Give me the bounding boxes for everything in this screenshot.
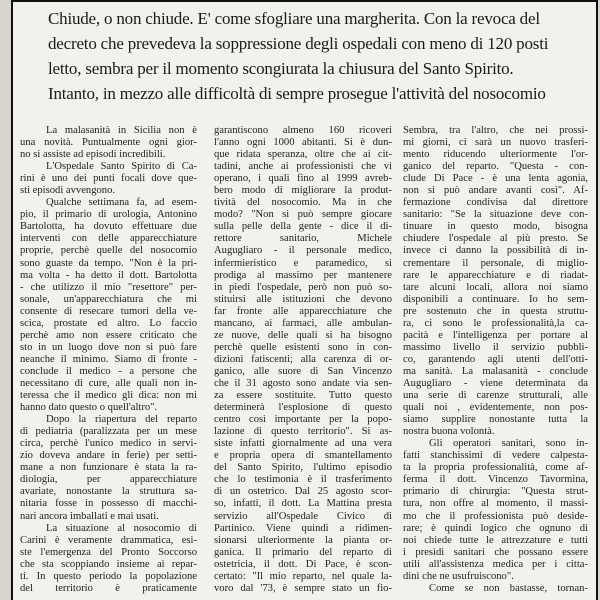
text-line: ganico del reparto. "Questa - con- — [403, 161, 588, 173]
paragraph — [214, 125, 392, 595]
text-line: certato: "Il mio reparto, nel quale la- — [214, 570, 392, 582]
text-line: rettore sanitario, Michele — [214, 233, 392, 245]
paragraph — [20, 414, 197, 522]
text-line: sulla pelle della gente - dice il di- — [214, 221, 392, 233]
text-line: sono guaste da tempo. "Non è la pri- — [20, 257, 197, 269]
text-line: pio, il primario di urologia, Antonino — [20, 209, 197, 221]
text-line: perchè amo non essere criticato che — [20, 329, 197, 341]
text-line: una novità. Puntualmente ogni gior- — [20, 137, 197, 149]
text-line: rare; è quindi logico che ognuno di — [403, 522, 588, 534]
text-line: Dopo la riapertura del reparto — [46, 414, 197, 426]
text-line: za essere sostituite. Tutto questo — [214, 390, 392, 402]
text-line: stituirsi alle istituzioni che devono — [214, 293, 392, 305]
text-line: ma sanità. La malasanità - conclude — [403, 365, 588, 377]
text-line: clude Di Pace - è una lenta agonia, — [403, 173, 588, 185]
text-line: che sta scoppiando insieme ai repar- — [20, 558, 197, 570]
text-line: l'anno ogni 1000 abitanti. Si è dun- — [214, 137, 392, 149]
paragraph — [403, 583, 588, 595]
text-line: pre sostenuto che in questa struttu- — [403, 305, 588, 317]
paragraph — [20, 197, 197, 414]
text-line: Augugliaro - viene determinata da — [403, 377, 588, 389]
text-line: no si assiste ad episodi incredibili. — [20, 149, 166, 161]
text-line: co, garantendo agli utenti dell'otti- — [403, 353, 588, 365]
text-line: del Santo Spirito, l'ultimo episodio — [214, 462, 392, 474]
text-line: ti. In questo periodo la popolazione — [20, 570, 197, 582]
text-line: ganico, alle suore di San Vincenzo — [214, 365, 392, 377]
text-line: perchè quelle esistenti sono in con- — [214, 341, 392, 353]
text-line: chiudere l'ospedale al più presto. Se — [403, 233, 588, 245]
text-line: ste l'emergenza del Pronto Soccorso — [20, 546, 197, 558]
text-line: garantiscono almeno 160 ricoveri — [214, 125, 392, 136]
text-line: invece ci danno la possibilità di in- — [403, 245, 588, 257]
text-line: Qualche settimana fa, ad esem- — [46, 197, 197, 209]
text-line: quali noi , evidentemente, non pos- — [403, 402, 588, 414]
text-line: bero modo di migliorare la produt- — [214, 185, 392, 197]
text-line: far fronte alle apparecchiature che — [214, 305, 392, 317]
text-line: mancano, ai farmaci, alle ambulan- — [214, 317, 392, 329]
text-line: infermieristico e paramedico, si — [214, 257, 392, 269]
text-line: fermazione condivisa dal direttore — [403, 197, 588, 209]
text-line: ganica. Il primario del reparto di — [214, 546, 392, 558]
headline-line: Chiude, o non chiude. E' come sfogliare una margherita. Con la revoca del — [48, 9, 540, 28]
text-line: prodiga al massimo per mantenere — [214, 269, 392, 281]
article-headline — [48, 6, 588, 106]
text-line: conclude il medico - a persone che — [20, 365, 197, 377]
text-line: Carini è veramente drammatica, esi- — [20, 534, 197, 546]
text-line: disponibili a continuare. Io ho sem- — [403, 293, 588, 305]
text-line: sti episodi avvengono. — [20, 185, 116, 197]
text-line: del territorio è praticamente — [20, 582, 197, 594]
text-line: Bartolotta, ha dovuto effettuare due — [20, 221, 197, 233]
text-line: dizioni fatiscenti; alla carenza di or- — [214, 353, 392, 365]
article-column-1 — [20, 125, 197, 595]
text-line: sanitario: "Se la situazione deve con- — [403, 209, 588, 221]
text-line: avariate, nonostante la struttura sa- — [20, 486, 197, 498]
text-line: nostra buona volontà. — [403, 426, 495, 438]
text-line: Partinico. Viene quindi a ridimen- — [214, 522, 392, 534]
text-line: Come se non bastasse, tornan- — [429, 582, 588, 594]
text-line: La malasanità in Sicilia non è — [46, 125, 197, 136]
text-line: Augugliaro - il personale medico, — [214, 245, 392, 257]
text-line: mento riducendo ulteriormente l'or- — [403, 149, 588, 161]
text-line: lazione di questo territorio". Si as- — [214, 426, 392, 438]
text-line: e propria opera di smantellamento — [214, 450, 392, 462]
text-line: ostetricia, il dott. Di Pace, è scon- — [214, 558, 392, 570]
text-line: hanno dato questo o quell'altro". — [20, 402, 158, 414]
text-line: nitaria fosse in possesso di macchi- — [20, 498, 197, 510]
text-line: mo che il professionista può deside- — [403, 510, 588, 522]
text-line: dini che ne usufruiscono". — [403, 570, 514, 582]
text-line: rini è uno dei punti focali dove que- — [20, 173, 197, 185]
text-line: Gli operatori sanitari, sono in- — [429, 438, 588, 450]
paragraph — [20, 161, 197, 197]
text-line: nari ancora imballati e mai usati. — [20, 510, 159, 522]
text-line: ra, ci sono le professionalità,la ca- — [403, 317, 588, 329]
text-line: ferma il dott. Vincenzo Tavormina, — [403, 474, 588, 486]
paragraph — [20, 125, 197, 161]
text-line: rare le apparecchiature e di riadat- — [403, 269, 588, 281]
text-line: diologia, per apparecchiature — [20, 474, 197, 486]
text-line: fatti stanchissimi di vedere calpesta- — [403, 450, 588, 462]
text-line: tura, non offre al momento, il massi- — [403, 498, 588, 510]
text-line: noi chiede tutte le attrezzature e tutti — [403, 534, 588, 546]
text-line: - che utilizzo il mio "resettore" per- — [20, 281, 197, 293]
paragraph — [20, 523, 197, 595]
text-line: so, infatti, il dott. La Mattina presta — [214, 498, 392, 510]
text-line: servizio all'Ospedale Civico di — [214, 510, 392, 522]
text-line: crementare il personale, di miglio- — [403, 257, 588, 269]
headline-line: Intanto, in mezzo alle difficoltà di sempre prosegue l'attività del nosocomio — [48, 84, 546, 103]
text-line: interventi con delle apparecchiature — [20, 233, 197, 245]
text-line: siamo supplire nonostante tutta la — [403, 414, 588, 426]
text-line: una serie di carenze strutturali, alle — [403, 390, 588, 402]
text-line: mi giorni, ci sarà un nuovo trasferi- — [403, 137, 588, 149]
text-line: di un ostetrico. Dal 25 agosto scor- — [214, 486, 392, 498]
text-line: ta la propria professionalità, come af- — [403, 462, 588, 474]
text-line: che lo testimonia è il trasferimento — [214, 474, 392, 486]
text-line: i presìdi sanitari che possano essere — [403, 546, 588, 558]
text-line: voro dal '73, è sempre stato un fio- — [214, 582, 392, 594]
text-line: tinuare in questo modo, bisogna — [403, 221, 588, 233]
text-line: mane a non funzionare è stata la ra- — [20, 462, 197, 474]
text-line: primario di chirurgia: "Questa strut- — [403, 486, 588, 498]
text-line: tività del nosocomio. Ma in che — [214, 197, 392, 209]
text-line: che il 31 agosto sono andate via sen- — [214, 377, 392, 389]
text-line: pacità e l'intelligenza per portare al — [403, 329, 588, 341]
text-line: non si può andare avanti così". Af- — [403, 185, 588, 197]
text-line: modo? "Non si può sempre giocare — [214, 209, 392, 221]
article-column-2 — [214, 125, 392, 595]
text-line: in piedi l'ospedale, però non può so- — [214, 281, 392, 293]
text-line: ze nuove, delle quali si ha bisogno — [214, 329, 392, 341]
text-line: tadini, anche ai professionisti che vi — [214, 161, 392, 173]
text-line: consente di resecare tumori della ve- — [20, 305, 197, 317]
text-line: L'Ospedale Santo Spirito di Ca- — [46, 161, 197, 173]
text-line: operano, i quali fino al 1999 avreb- — [214, 173, 392, 185]
text-line: circa, perchè l'unico medico in servi- — [20, 438, 197, 450]
text-line: tare alcuni locali, allora noi siamo — [403, 281, 588, 293]
text-line: sionarsi ulteriormente la pianta or- — [214, 534, 392, 546]
paragraph — [403, 125, 588, 438]
text-line: teressa che il medico gli dica: non mi — [20, 390, 197, 402]
text-line: siste infatti giornalmente ad una vera — [214, 438, 392, 450]
newspaper-article — [11, 0, 598, 600]
text-line: que ridata speranza, oltre che ai cit- — [214, 149, 392, 161]
text-line: necessitano di cure, alle quali non in- — [20, 377, 197, 389]
text-line: neanche il minimo. Siamo di fronte - — [20, 353, 197, 365]
text-line: La situazione al nosocomio di — [46, 522, 197, 534]
text-line: Sembra, tra l'altro, che nei prossi- — [403, 125, 588, 136]
text-line: centro così importante per la popo- — [214, 414, 392, 426]
text-line: scica, prostate ed altro. Lo faccio — [20, 317, 197, 329]
text-line: utili all'assistenza medica per i citta- — [403, 558, 588, 570]
text-line: zio doveva andare in ferie) per setti- — [20, 450, 197, 462]
text-line: proprie, perchè quelle del nosocomio — [20, 245, 197, 257]
article-column-3 — [403, 125, 588, 595]
text-line: di pediatria (paralizzata per un mese — [20, 426, 197, 438]
headline-line: decreto che prevedeva la soppressione degli ospedali con meno di 120 posti — [48, 34, 549, 53]
text-line: massimo livello il servizio pubbli- — [403, 341, 588, 353]
text-line: ma volta - ha detto il dott. Bartolotta — [20, 269, 197, 281]
text-line: sto in un luogo dove non si può fare — [20, 341, 197, 353]
paragraph — [403, 438, 588, 583]
text-line: determinerà l'esplosione di questo — [214, 402, 392, 414]
text-line: sonale, un'apparecchiatura che mi — [20, 293, 197, 305]
headline-line: letto, sembra per il momento scongiurata la chiusura del Santo Spirito. — [48, 59, 514, 78]
